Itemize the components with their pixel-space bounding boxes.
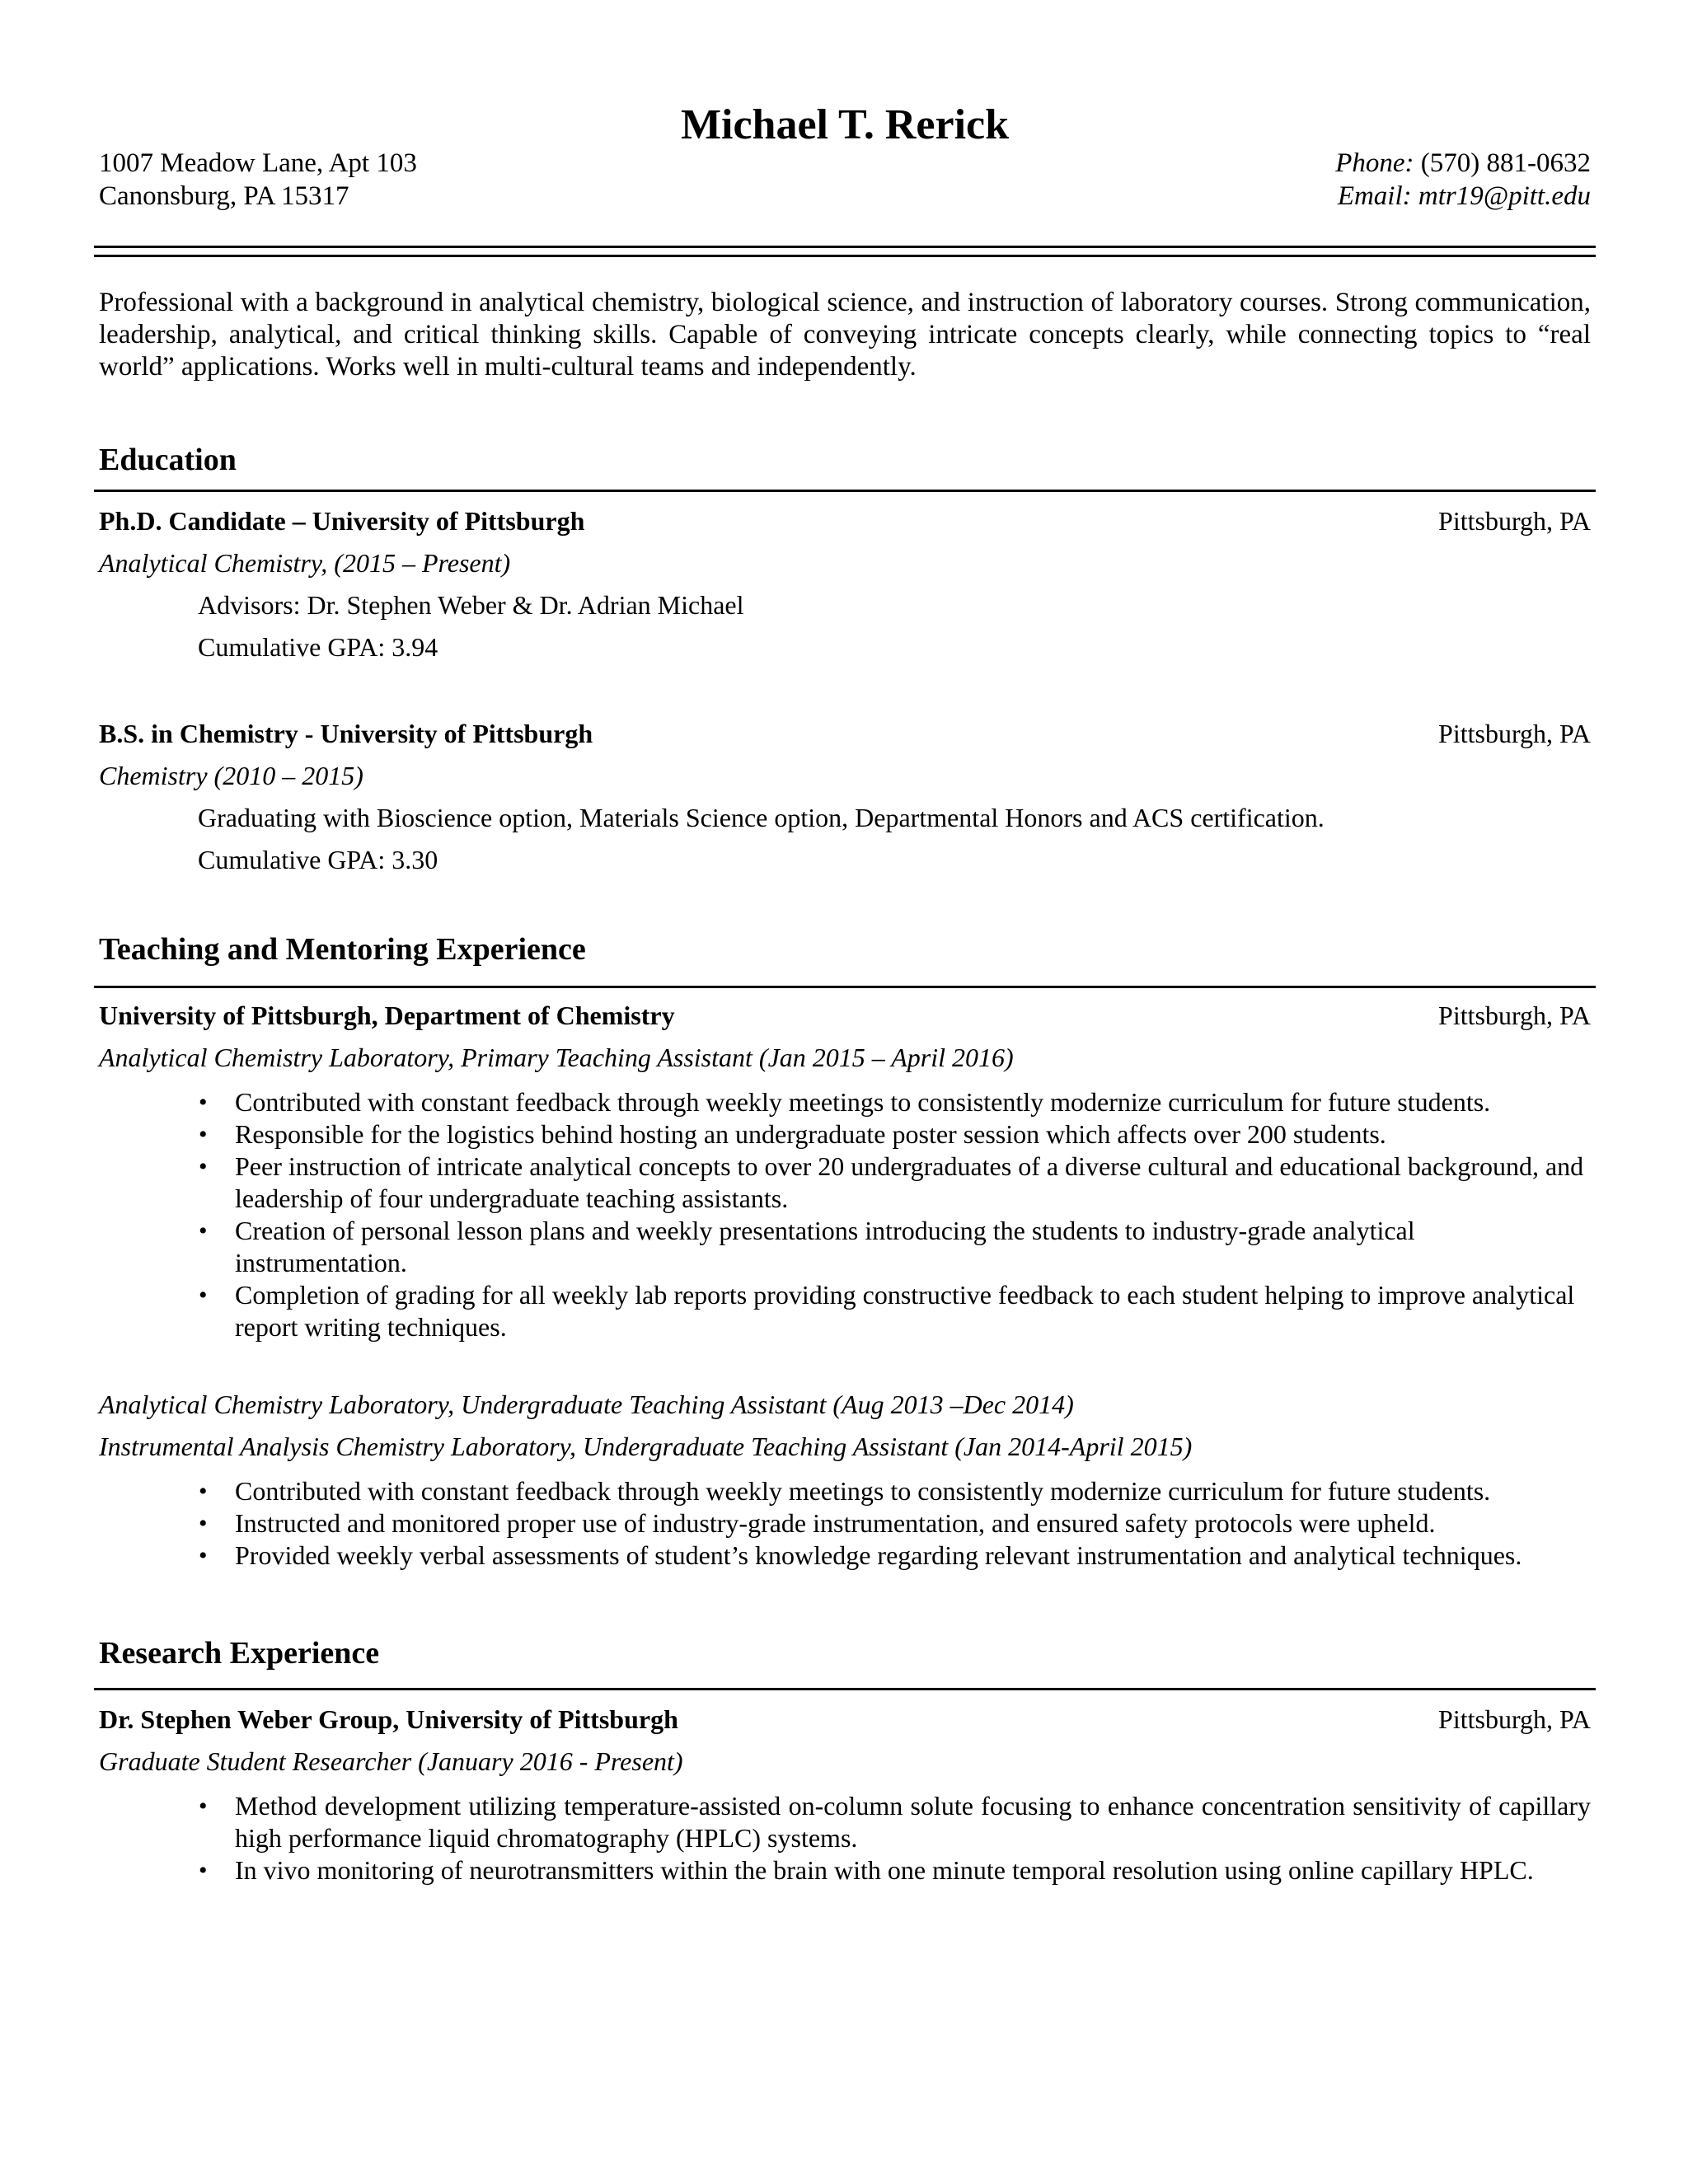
email-address[interactable]: mtr19@pitt.edu — [1418, 181, 1591, 211]
phone-label: Phone: — [1335, 148, 1414, 178]
research-heading: Research Experience — [99, 1636, 380, 1671]
email-line — [1338, 180, 1591, 213]
list-item: • Contributed with constant feedback through weekly meetings to consistently modernize curriculum for future students. — [235, 1475, 1591, 1507]
teaching-bullets-primary — [235, 1086, 1591, 1343]
education-entry-phd — [99, 504, 1591, 537]
list-item: • Contributed with constant feedback through weekly meetings to consistently modernize curriculum for future students. — [235, 1086, 1591, 1118]
phone-line — [1335, 147, 1591, 180]
list-item: • Responsible for the logistics behind hosting an undergraduate poster session which affects over 200 students. — [235, 1118, 1591, 1151]
address-line-1: 1007 Meadow Lane, Apt 103 — [99, 148, 417, 178]
entry-role: Analytical Chemistry, (2015 – Present) — [99, 548, 511, 578]
entry-location: Pittsburgh, PA — [1438, 506, 1591, 536]
list-item: • Peer instruction of intricate analytical concepts to over 20 undergraduates of a diverse cultural and educational background, and leadership of four undergraduate teaching assistants. — [235, 1151, 1591, 1215]
research-rule — [94, 1688, 1596, 1690]
research-role: Graduate Student Researcher (January 2016 - Present) — [99, 1746, 683, 1776]
education-rule — [94, 490, 1596, 492]
entry-detail: Cumulative GPA: 3.94 — [198, 632, 438, 662]
list-item: • Completion of grading for all weekly lab reports providing constructive feedback to each student helping to improve analytical report writing techniques. — [235, 1279, 1591, 1343]
teaching-rule — [94, 986, 1596, 988]
entry-org: University of Pittsburgh, Department of Chemistry — [99, 1001, 675, 1030]
header-divider — [94, 246, 1596, 257]
entry-detail: Advisors: Dr. Stephen Weber & Dr. Adrian Michael — [198, 590, 744, 620]
list-item: • Provided weekly verbal assessments of student’s knowledge regarding relevant instrumentation and analytical techniques. — [235, 1540, 1591, 1572]
entry-role: Chemistry (2010 – 2015) — [99, 761, 363, 790]
teaching-bullets-undergrad — [235, 1475, 1591, 1572]
teaching-entry — [99, 999, 1591, 1032]
teaching-heading: Teaching and Mentoring Experience — [99, 932, 586, 967]
teaching-role-instrumental: Instrumental Analysis Chemistry Laboratory, Undergraduate Teaching Assistant (Jan 2014-April 2015) — [99, 1432, 1193, 1461]
entry-org: Ph.D. Candidate – University of Pittsburgh — [99, 506, 585, 536]
entry-location: Pittsburgh, PA — [1438, 1704, 1591, 1734]
email-label: Email: — [1337, 181, 1412, 211]
research-bullets — [235, 1790, 1591, 1886]
teaching-role-undergrad: Analytical Chemistry Laboratory, Undergraduate Teaching Assistant (Aug 2013 –Dec 2014) — [99, 1390, 1074, 1419]
entry-org: B.S. in Chemistry - University of Pittsburgh — [99, 719, 593, 748]
candidate-name: Michael T. Rerick — [680, 101, 1010, 148]
entry-detail: Cumulative GPA: 3.30 — [198, 845, 438, 874]
professional-summary: Professional with a background in analytical chemistry, biological science, and instruction of laboratory courses. Strong communication, leadership, analytical, and critical thinking skills. Capable of conveying intricate concepts clearly, while connecting topics to “real world” applications. Works well in multi-cultural teams and independently. — [99, 288, 1591, 382]
list-item: • Instructed and monitored proper use of industry-grade instrumentation, and ensured safety protocols were upheld. — [235, 1507, 1591, 1540]
teaching-role-primary: Analytical Chemistry Laboratory, Primary Teaching Assistant (Jan 2015 – April 2016) — [99, 1043, 1014, 1072]
research-entry — [99, 1703, 1591, 1736]
education-heading: Education — [99, 443, 237, 477]
phone-number: (570) 881-0632 — [1420, 148, 1591, 178]
entry-detail: Graduating with Bioscience option, Materials Science option, Departmental Honors and ACS certification. — [198, 803, 1325, 832]
list-item: • In vivo monitoring of neurotransmitters within the brain with one minute temporal resolution using online capillary HPLC. — [235, 1854, 1591, 1886]
entry-location: Pittsburgh, PA — [1438, 1001, 1591, 1030]
entry-org: Dr. Stephen Weber Group, University of Pittsburgh — [99, 1704, 678, 1734]
list-item: • Creation of personal lesson plans and weekly presentations introducing the students to industry-grade analytical instrumentation. — [235, 1215, 1591, 1279]
address-line-2: Canonsburg, PA 15317 — [99, 181, 349, 211]
list-item: • Method development utilizing temperature-assisted on-column solute focusing to enhance concentration sensitivity of capillary high performance liquid chromatography (HPLC) systems. — [235, 1790, 1591, 1854]
education-entry-bs — [99, 717, 1591, 750]
entry-location: Pittsburgh, PA — [1438, 719, 1591, 748]
